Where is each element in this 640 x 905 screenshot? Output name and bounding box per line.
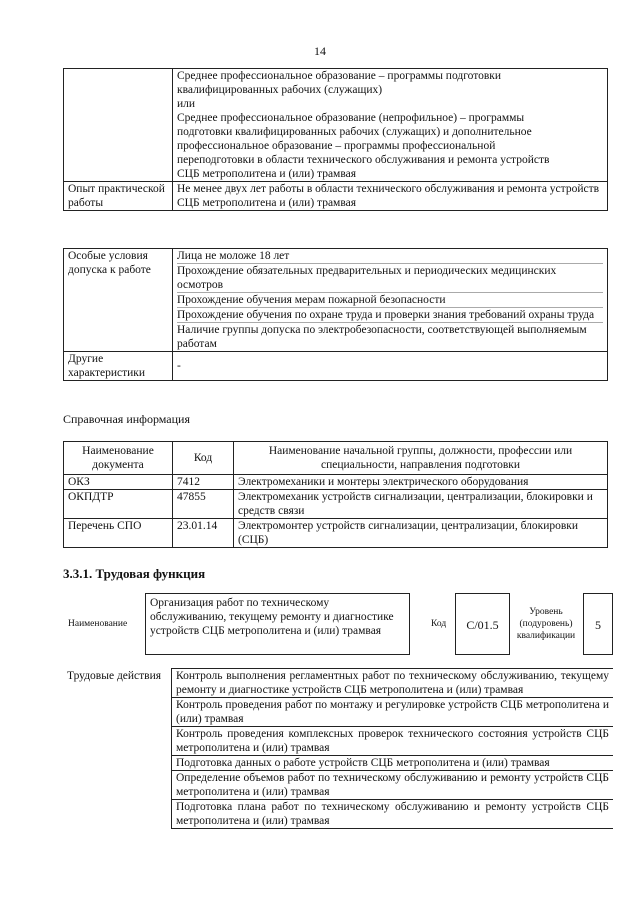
condition-item: Прохождение обучения по охране труда и проверки знания требований охраны труда	[177, 308, 603, 323]
table-cell: 23.01.14	[173, 519, 234, 548]
table-cell: 47855	[173, 490, 234, 519]
experience-value: Не менее двух лет работы в области технического обслуживания и ремонта устройств СЦБ метрополитена и (или) трамвая	[173, 182, 608, 211]
other-value: -	[173, 352, 608, 381]
condition-item: Наличие группы допуска по электробезопасности, соответствующей выполняемым работам	[177, 324, 587, 350]
table-row	[64, 475, 608, 490]
education-line: СЦБ метрополитена и (или) трамвая	[177, 168, 356, 180]
education-line: профессиональное образование – программы профессиональной	[177, 140, 496, 152]
conditions-value-cell	[173, 249, 608, 352]
column-header: Наименование документа	[64, 442, 173, 475]
action-item: Контроль проведения работ по монтажу и регулировке устройств СЦБ метрополитена и (или) трамвая	[172, 698, 614, 727]
action-item: Контроль выполнения регламентных работ по техническому обслуживанию, текущему ремонту и диагностике устройств СЦБ метрополитена и (или) трамвая	[172, 669, 614, 698]
education-line: переподготовки в области технического обслуживания и ремонта устройств	[177, 154, 550, 166]
column-header: Наименование начальной группы, должности, профессии или специальности, направления подготовки	[234, 442, 608, 475]
table-cell: ОКПДТР	[64, 490, 173, 519]
table-cell: Перечень СПО	[64, 519, 173, 548]
experience-label: Опыт практической работы	[64, 182, 173, 211]
education-line: Среднее профессиональное образование – программы подготовки	[177, 70, 502, 82]
action-item: Определение объемов работ по техническому обслуживанию и ремонту устройств СЦБ метрополитена и (или) трамвая	[172, 771, 614, 800]
function-level-label: Уровень (подуровень) квалификации	[516, 607, 576, 641]
table-cell: Электромеханики и монтеры электрического оборудования	[234, 475, 608, 490]
education-line: квалифицированных рабочих (служащих)	[177, 84, 383, 96]
condition-item: Прохождение обучения мерам пожарной безопасности	[177, 293, 603, 308]
table-cell: ОКЗ	[64, 475, 173, 490]
function-level: 5	[583, 593, 613, 655]
action-item: Подготовка плана работ по техническому обслуживанию и ремонту устройств СЦБ метрополитена и (или) трамвая	[172, 800, 614, 829]
table-cell: Электромеханик устройств сигнализации, централизации, блокировки и средств связи	[234, 490, 608, 519]
conditions-table	[63, 248, 608, 381]
table-row	[64, 490, 608, 519]
table-cell: Электромонтер устройств сигнализации, централизации, блокировки (СЦБ)	[234, 519, 608, 548]
education-line: Среднее профессиональное образование (непрофильное) – программы	[177, 112, 525, 124]
function-code-label: Код	[431, 619, 447, 629]
actions-table	[63, 668, 613, 829]
education-line: или	[177, 98, 196, 110]
education-line: подготовки квалифицированных рабочих (служащих) и дополнительное	[177, 126, 532, 138]
other-label: Другие характеристики	[64, 352, 173, 381]
reference-table	[63, 441, 608, 548]
education-table	[63, 68, 608, 211]
function-name-label: Наименование	[68, 619, 128, 629]
table-cell: 7412	[173, 475, 234, 490]
page-number: 14	[314, 44, 326, 58]
table-row	[64, 519, 608, 548]
function-code: C/01.5	[455, 593, 510, 655]
reference-label: Справочная информация	[63, 412, 190, 426]
function-title: 3.3.1. Трудовая функция	[63, 566, 206, 581]
condition-item: Прохождение обязательных предварительных и периодических медицинских осмотров	[177, 264, 603, 293]
action-item: Контроль проведения комплексных проверок технического состояния устройств СЦБ метрополитена и (или) трамвая	[172, 727, 614, 756]
column-header: Код	[173, 442, 234, 475]
action-item: Подготовка данных о работе устройств СЦБ метрополитена и (или) трамвая	[172, 756, 614, 771]
condition-item: Лица не моложе 18 лет	[177, 249, 603, 264]
function-name: Организация работ по техническому обслуживанию, текущему ремонту и диагностике устройств СЦБ метрополитена и (или) трамвая	[145, 593, 410, 655]
education-label-cell	[64, 69, 173, 182]
education-value-cell	[173, 69, 608, 182]
actions-label: Трудовые действия	[67, 669, 162, 682]
conditions-label: Особые условия допуска к работе	[64, 249, 173, 352]
